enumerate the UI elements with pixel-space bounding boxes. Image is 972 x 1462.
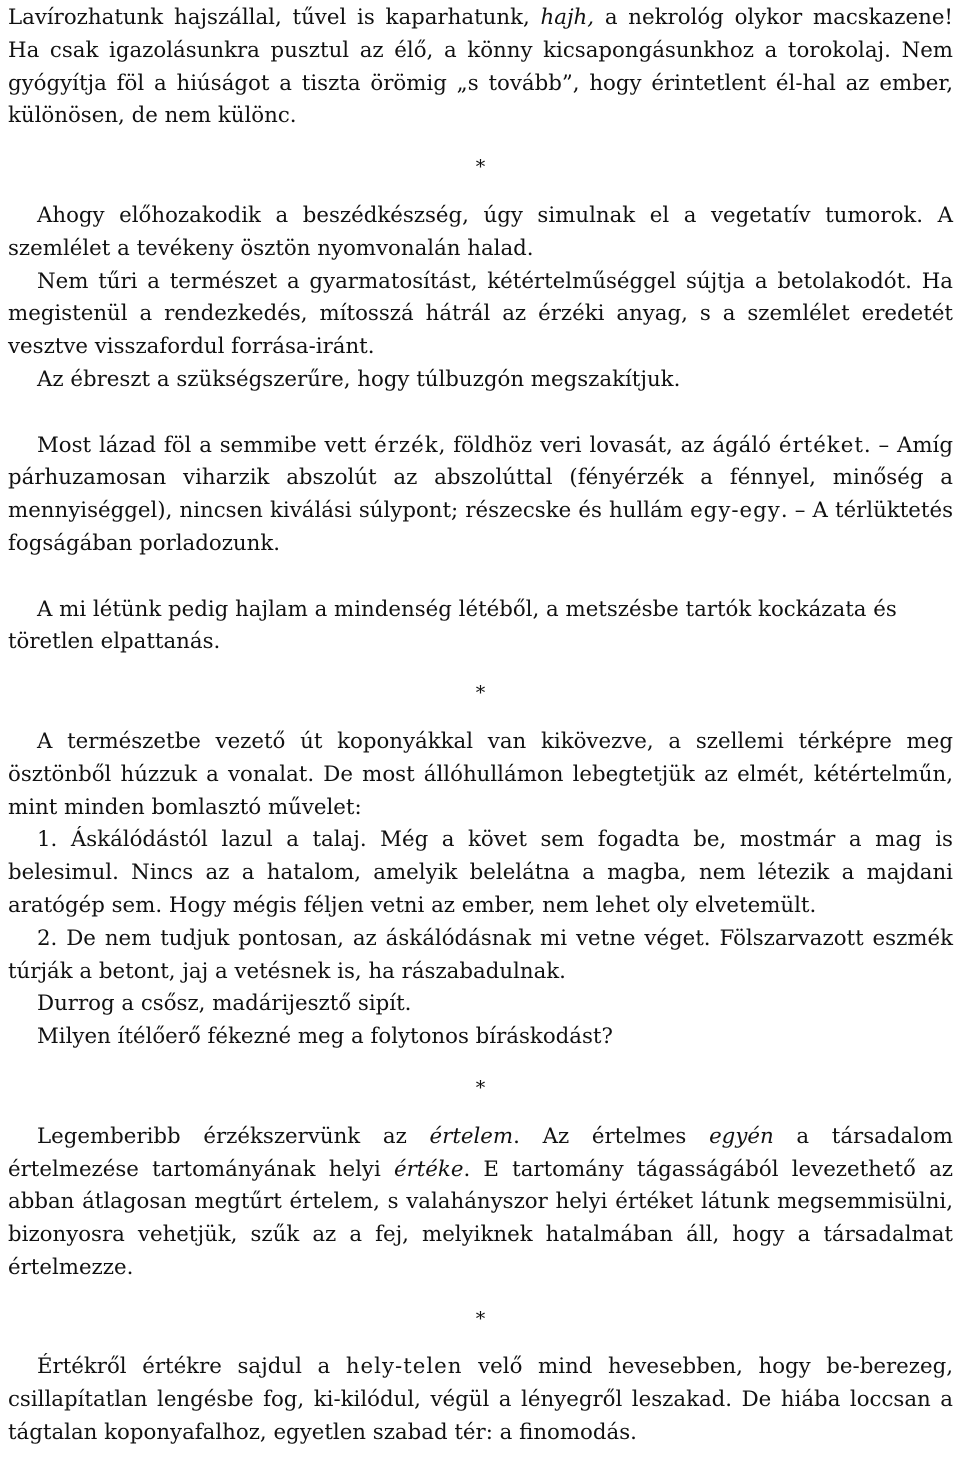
text-run: a társadalom értelmezése tartományának helyi [8,1123,953,1182]
text-run: . E tartomány tágasságából levezethető az abban átlagosan megtűrt értelem, s valahányszor helyi értéket látunk megsemmisülni, bizonyosra vehetjük, szűk az a fej, melyiknek hatalmában áll, hogy a társadalmat értelmezze. [8,1156,954,1280]
text-run: . Az értelmes [513,1123,710,1149]
section-separator: * [475,156,486,179]
blank-line [8,397,953,430]
text-run: a nekrológ olykor macskazene! Ha csak igazolásunkra pusztul az élő, a könny kicsapongásunkhoz a torokolaj. Nem gyógyítja föl a hiúságot a tiszta örömig „s tovább”, hogy érintetlent él-hal az ember, különösen, de nem különc. [8,5,953,129]
text-run: , földhöz veri lovasát, az ágáló [438,432,779,458]
document-page [8,2,953,1450]
italic-text: hajh, [540,5,595,30]
paragraph: Az ébreszt a szükségszerűre, hogy túlbuzgón megszakítjuk. [37,366,681,392]
paragraph [8,2,953,133]
text-run: velő mind hevesebben, hogy be-berezeg, csillapítatlan lengésbe fog, ki-kilódul, végül a lényegről leszakad. De hiába loccsan a tágtalan koponyafalhoz, egyetlen szabad tér: a finomodás. [8,1354,953,1446]
italic-text: értelem [429,1123,514,1149]
text-run: Most lázad föl a semmibe vett [37,432,375,458]
spaced-text: hely-telen [345,1354,463,1380]
paragraph: 2. De nem tudjuk pontosan, az áskálódásnak mi vetne véget. Fölszarvazott eszmék túrják a betont, jaj a vetésnek is, ha rászabadulnak. [8,925,953,984]
text-run: Lavírozhatunk hajszállal, tűvel is kaparhatunk, [8,5,541,30]
spaced-text: egy-egy [690,498,781,524]
paragraph [8,430,953,561]
text-run: . – A térlüktetés fogságában porladozunk. [8,498,953,556]
section-separator: * [475,1076,486,1099]
text-run: . – Amíg párhuzamosan viharzik abszolút az abszolúttal (fényérzék a fénnyel, minőség a mennyiséggel), nincsen kiválási súlypont; részecske és hullám [8,432,953,524]
text-run: Legemberibb érzékszervünk az [37,1123,430,1149]
italic-text: értéke [393,1156,464,1182]
paragraph: Nem tűri a természet a gyarmatosítást, kétértelműséggel sújtja a betolakodót. Ha megistenül a rendezkedés, mítosszá hátrál az érzéki anyag, s a szemlélet eredetét vesztve visszafordul forrása-iránt. [8,268,953,360]
section-separator: * [475,1307,486,1330]
paragraph: 1. Áskálódástól lazul a talaj. Még a követ sem fogadta be, mostmár a mag is belesimul. Nincs az a hatalom, amelyik belelátna a magba, nem létezik a majdani aratógép sem. Hogy mégis féljen vetni az ember, nem lehet oly elvetemült. [8,827,953,918]
paragraph: Ahogy előhozakodik a beszédkészség, úgy simulnak el a vegetatív tumorok. A szemlélet a tevékeny ösztön nyomvonalán halad. [8,202,953,261]
text-run: Értékről értékre sajdul a [37,1354,346,1380]
paragraph [8,1351,953,1449]
paragraph [8,1121,953,1285]
section-separator: * [475,682,486,705]
paragraph: A természetbe vezető út koponyákkal van kikövezve, a szellemi térképre meg ösztönből húzzuk a vonalat. De most állóhullámon lebegtetjük az elmét, kétértelműn, mint minden bomlasztó művelet: [8,728,953,820]
spaced-text: értéket [778,432,864,458]
italic-text: egyén [709,1123,774,1149]
paragraph: A mi létünk pedig hajlam a mindenség létéből, a metszésbe tartók kockázata és töretlen elpattanás. [8,596,897,655]
paragraph: Durrog a csősz, madárijesztő sipít. [37,991,412,1017]
blank-line [8,561,953,594]
spaced-text: érzék [374,432,439,458]
paragraph: Milyen ítélőerő fékezné meg a folytonos bíráskodást? [37,1024,613,1050]
